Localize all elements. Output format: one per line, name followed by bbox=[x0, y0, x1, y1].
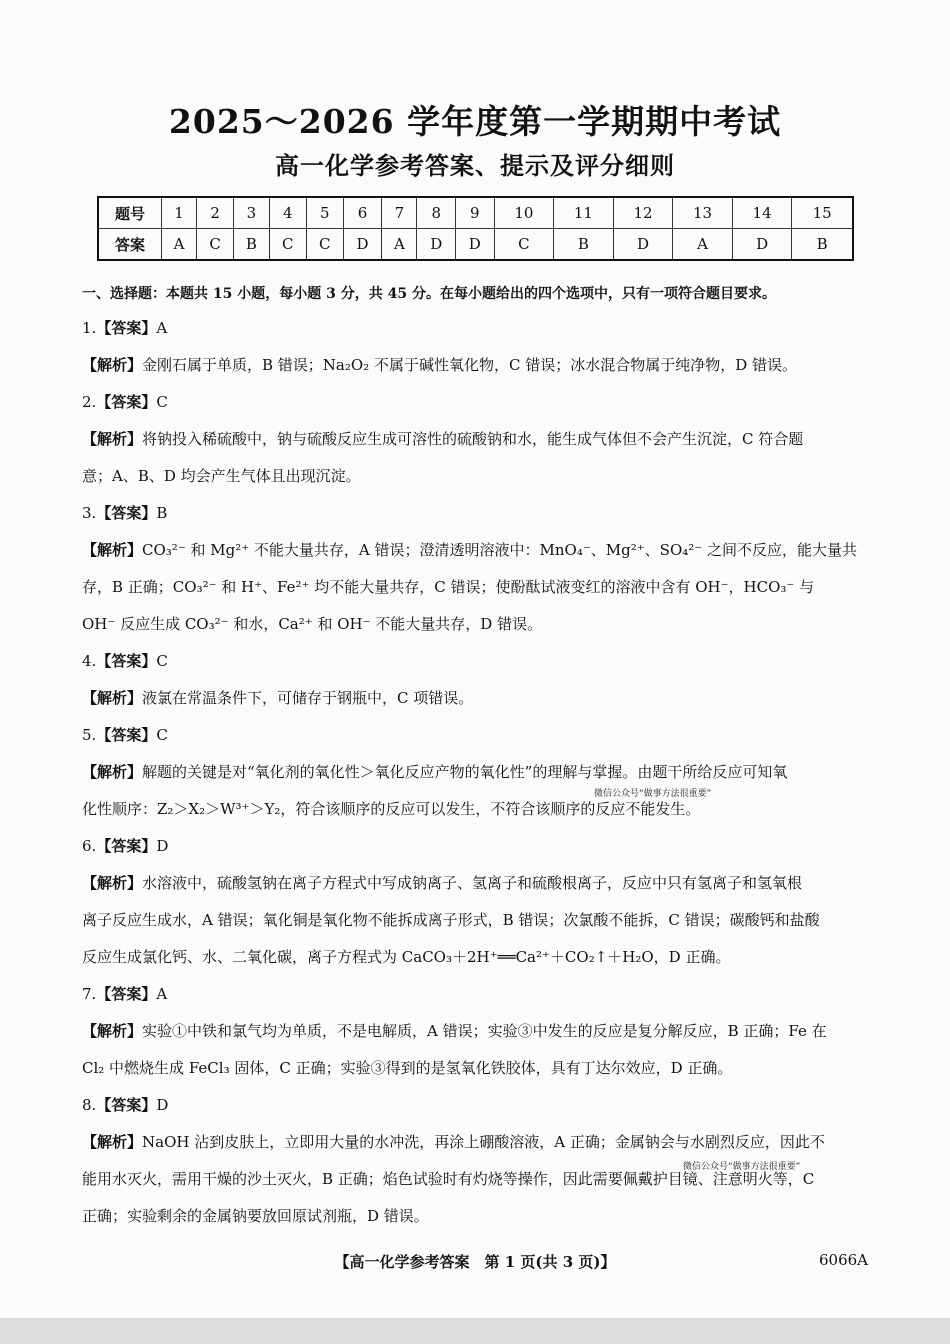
explanation-text: NaOH 沾到皮肤上，立即用大量的水冲洗，再涂上硼酸溶液，A 正确；金属钠会与水剧烈反应，因此不 bbox=[142, 1133, 825, 1151]
answer-explanations bbox=[82, 310, 872, 1235]
explanation-line bbox=[82, 347, 872, 384]
analysis-label: 【解析】 bbox=[82, 874, 143, 892]
answer-label: 【答案】 bbox=[96, 319, 157, 337]
explanation-line bbox=[82, 939, 872, 976]
explanation-line bbox=[82, 902, 872, 939]
answer-row bbox=[98, 229, 853, 261]
answer-cell: C bbox=[197, 229, 234, 261]
explanation-line bbox=[82, 680, 872, 717]
explanation-text: 水溶液中，硫酸氢钠在离子方程式中写成钠离子、氢离子和硫酸根离子，反应中只有氢离子和氢氧根 bbox=[142, 874, 803, 892]
question-number-cell: 11 bbox=[554, 197, 614, 229]
answer-cell: C bbox=[306, 229, 343, 261]
answer-label: 【答案】 bbox=[96, 504, 157, 522]
answer-cell: A bbox=[162, 229, 197, 261]
answer-value: D bbox=[156, 1096, 169, 1114]
answer-value: D bbox=[156, 837, 169, 855]
answer-table bbox=[97, 196, 854, 261]
explanation-block bbox=[82, 680, 872, 717]
question-answer-line bbox=[82, 828, 872, 865]
explanation-block bbox=[82, 421, 872, 495]
answer-cell: A bbox=[673, 229, 733, 261]
explanation-line bbox=[82, 458, 872, 495]
explanation-line bbox=[82, 1124, 872, 1161]
exam-title: 2025～2026 学年度第一学期期中考试 bbox=[168, 102, 782, 141]
question-number: 8. bbox=[82, 1096, 97, 1114]
explanation-text: 将钠投入稀硫酸中，钠与硫酸反应生成可溶性的硫酸钠和水，能生成气体但不会产生沉淀，C 符合题 bbox=[142, 430, 804, 448]
explanation-text: 金刚石属于单质，B 错误；Na₂O₂ 不属于碱性氧化物，C 错误；冰水混合物属于纯净物，D 错误。 bbox=[142, 356, 798, 374]
answer-label: 【答案】 bbox=[96, 1096, 157, 1114]
analysis-label: 【解析】 bbox=[82, 763, 143, 781]
explanation-line bbox=[82, 532, 872, 569]
question-number-row bbox=[98, 197, 853, 229]
explanation-text: 正确；实验剩余的金属钠要放回原试剂瓶，D 错误。 bbox=[82, 1207, 429, 1225]
explanation-block bbox=[82, 1013, 872, 1087]
question-number: 5. bbox=[82, 726, 97, 744]
explanation-line bbox=[82, 1013, 872, 1050]
answer-value: C bbox=[156, 652, 168, 670]
explanation-line bbox=[82, 865, 872, 902]
explanation-text: 解题的关键是对“氧化剂的氧化性＞氧化反应产物的氧化性”的理解与掌握。由题干所给反应可知氧 bbox=[142, 763, 788, 781]
question-answer-line bbox=[82, 495, 872, 532]
document-code: 6066A bbox=[818, 1251, 868, 1269]
question-number-cell: 10 bbox=[494, 197, 554, 229]
explanation-line bbox=[82, 606, 872, 643]
question-answer-line bbox=[82, 1087, 872, 1124]
answer-cell: A bbox=[382, 229, 417, 261]
question-number-cell: 4 bbox=[269, 197, 306, 229]
section-heading: 一、选择题：本题共 15 小题，每小题 3 分，共 45 分。在每小题给出的四个选项中，只有一项符合题目要求。 bbox=[82, 286, 776, 302]
question-number-cell: 7 bbox=[382, 197, 417, 229]
explanation-block bbox=[82, 754, 872, 828]
explanation-line bbox=[82, 791, 872, 828]
analysis-label: 【解析】 bbox=[82, 689, 143, 707]
question-number-cell: 9 bbox=[456, 197, 495, 229]
page-footer: 【高一化学参考答案 第 1 页(共 3 页)】 bbox=[334, 1253, 616, 1271]
analysis-label: 【解析】 bbox=[82, 430, 143, 448]
question-number: 7. bbox=[82, 985, 97, 1003]
question-number-cell: 3 bbox=[234, 197, 270, 229]
answer-cell: D bbox=[417, 229, 456, 261]
answer-cell: D bbox=[343, 229, 382, 261]
answer-cell: B bbox=[234, 229, 270, 261]
answer-cell: B bbox=[792, 229, 853, 261]
answer-label: 【答案】 bbox=[96, 985, 157, 1003]
question-number-cell: 6 bbox=[343, 197, 382, 229]
explanation-text: 化性顺序：Z₂＞X₂＞W³⁺＞Y₂，符合该顺序的反应可以发生，不符合该顺序的反应不能发生。 bbox=[82, 800, 701, 818]
explanation-text: Cl₂ 中燃烧生成 FeCl₃ 固体，C 正确；实验③得到的是氢氧化铁胶体，具有丁达尔效应，D 正确。 bbox=[82, 1059, 733, 1077]
exam-subtitle: 高一化学参考答案、提示及评分细则 bbox=[275, 151, 675, 180]
analysis-label: 【解析】 bbox=[82, 1022, 143, 1040]
explanation-block bbox=[82, 1124, 872, 1235]
answer-label: 【答案】 bbox=[96, 393, 157, 411]
answer-value: A bbox=[156, 319, 168, 337]
explanation-text: 实验①中铁和氯气均为单质，不是电解质，A 错误；实验③中发生的反应是复分解反应，B 正确；Fe 在 bbox=[142, 1022, 827, 1040]
answer-value: C bbox=[156, 393, 168, 411]
row-label-number: 题号 bbox=[98, 197, 162, 229]
explanation-text: 能用水灭火，需用干燥的沙土灭火，B 正确；焰色试验时有灼烧等操作，因此需要佩戴护目镜、注意明火等，C bbox=[82, 1170, 815, 1188]
question-number-cell: 5 bbox=[306, 197, 343, 229]
explanation-line bbox=[82, 754, 872, 791]
explanation-line bbox=[82, 1198, 872, 1235]
question-number-cell: 1 bbox=[162, 197, 197, 229]
explanation-text: OH⁻ 反应生成 CO₃²⁻ 和水，Ca²⁺ 和 OH⁻ 不能大量共存，D 错误。 bbox=[82, 615, 543, 633]
watermark-text: 微信公众号“做事方法很重要” bbox=[594, 789, 712, 799]
question-number-cell: 13 bbox=[673, 197, 733, 229]
answer-label: 【答案】 bbox=[96, 652, 157, 670]
question-number-cell: 8 bbox=[417, 197, 456, 229]
watermark-text-2: 微信公众号“做事方法很重要” bbox=[683, 1162, 801, 1172]
question-number: 2. bbox=[82, 393, 97, 411]
question-answer-line bbox=[82, 384, 872, 421]
explanation-block bbox=[82, 347, 872, 384]
answer-label: 【答案】 bbox=[96, 726, 157, 744]
question-number: 3. bbox=[82, 504, 97, 522]
explanation-text: 液氯在常温条件下，可储存于钢瓶中，C 项错误。 bbox=[142, 689, 474, 707]
analysis-label: 【解析】 bbox=[82, 1133, 143, 1151]
question-number: 6. bbox=[82, 837, 97, 855]
answer-cell: C bbox=[269, 229, 306, 261]
scan-bottom-edge bbox=[0, 1318, 950, 1344]
explanation-block bbox=[82, 532, 872, 643]
answer-value: C bbox=[156, 726, 168, 744]
explanation-text: CO₃²⁻ 和 Mg²⁺ 不能大量共存，A 错误；澄清透明溶液中：MnO₄⁻、Mg²⁺、SO₄²⁻ 之间不反应，能大量共 bbox=[142, 541, 857, 559]
explanation-text: 存，B 正确；CO₃²⁻ 和 H⁺、Fe²⁺ 均不能大量共存，C 错误；使酚酞试液变红的溶液中含有 OH⁻，HCO₃⁻ 与 bbox=[82, 578, 815, 596]
analysis-label: 【解析】 bbox=[82, 541, 143, 559]
answer-label: 【答案】 bbox=[96, 837, 157, 855]
explanation-text: 意；A、B、D 均会产生气体且出现沉淀。 bbox=[82, 467, 361, 485]
answer-cell: D bbox=[613, 229, 673, 261]
explanation-block bbox=[82, 865, 872, 976]
question-number-cell: 15 bbox=[792, 197, 853, 229]
answer-cell: D bbox=[732, 229, 792, 261]
question-answer-line bbox=[82, 976, 872, 1013]
answer-cell: C bbox=[494, 229, 554, 261]
question-number: 4. bbox=[82, 652, 97, 670]
explanation-line bbox=[82, 1050, 872, 1087]
answer-cell: B bbox=[554, 229, 614, 261]
explanation-line bbox=[82, 421, 872, 458]
question-number-cell: 12 bbox=[613, 197, 673, 229]
answer-value: B bbox=[156, 504, 168, 522]
answer-cell: D bbox=[456, 229, 495, 261]
explanation-text: 反应生成氯化钙、水、二氧化碳，离子方程式为 CaCO₃＋2H⁺══Ca²⁺＋CO₂↑＋H₂O，D 正确。 bbox=[82, 948, 731, 966]
row-label-answer: 答案 bbox=[98, 229, 162, 261]
explanation-line bbox=[82, 569, 872, 606]
answer-value: A bbox=[156, 985, 168, 1003]
question-answer-line bbox=[82, 717, 872, 754]
question-answer-line bbox=[82, 643, 872, 680]
question-answer-line bbox=[82, 310, 872, 347]
question-number-cell: 2 bbox=[197, 197, 234, 229]
explanation-text: 离子反应生成水，A 错误；氧化铜是氧化物不能拆成离子形式，B 错误；次氯酸不能拆，C 错误；碳酸钙和盐酸 bbox=[82, 911, 820, 929]
question-number: 1. bbox=[82, 319, 97, 337]
question-number-cell: 14 bbox=[732, 197, 792, 229]
analysis-label: 【解析】 bbox=[82, 356, 143, 374]
